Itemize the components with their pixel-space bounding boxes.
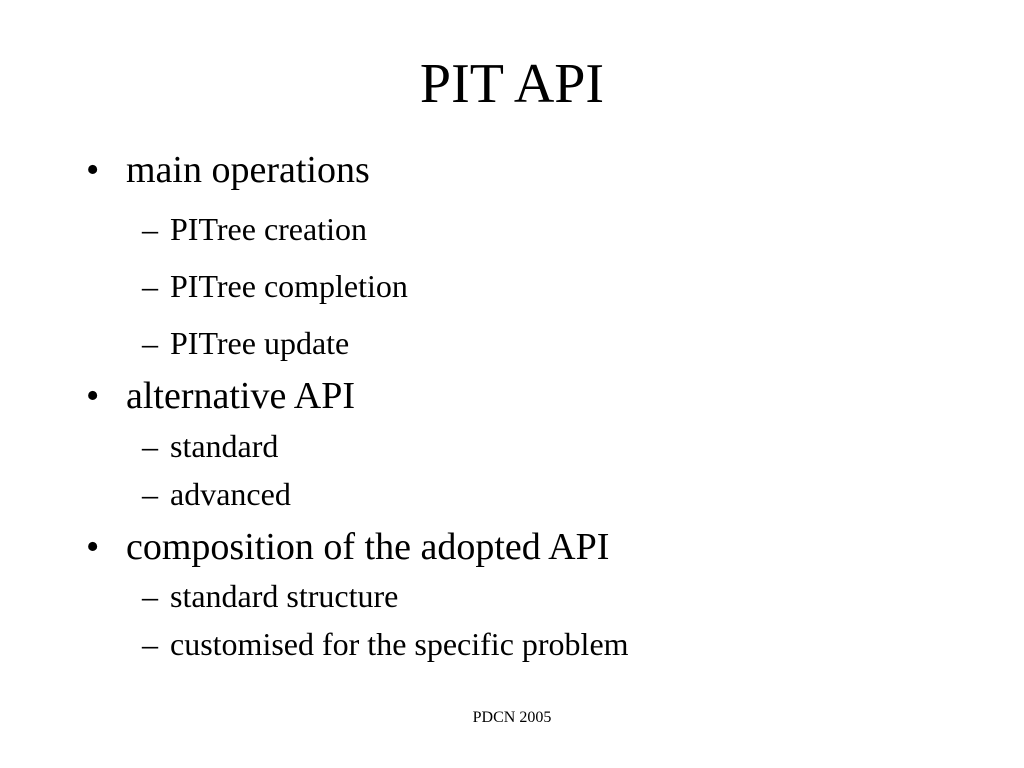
sub-item-label: PITree creation [170, 211, 367, 247]
sub-item-label: PITree update [170, 325, 350, 361]
bullet-label: main operations [126, 149, 370, 191]
slide-title: PIT API [419, 53, 605, 115]
sub-item-label: customised for the specific problem [170, 626, 629, 662]
sub-item-label: PITree completion [170, 268, 408, 304]
sub-item-label: standard structure [170, 578, 399, 614]
dash-icon: – [142, 626, 158, 662]
sub-item [142, 475, 291, 513]
bullet-icon: • [86, 149, 100, 191]
sub-item-label: standard [170, 428, 279, 464]
sub-item [142, 210, 367, 248]
sub-item [142, 625, 629, 663]
dash-icon: – [142, 578, 158, 614]
sub-item [142, 577, 398, 615]
bullet-alternative-api [86, 374, 355, 418]
dash-icon: – [142, 211, 158, 247]
bullet-label: composition of the adopted API [126, 526, 610, 568]
bullet-label: alternative API [126, 375, 355, 417]
dash-icon: – [142, 325, 158, 361]
sub-item [142, 267, 408, 305]
dash-icon: – [142, 268, 158, 304]
bullet-icon: • [86, 375, 100, 417]
sub-item [142, 427, 278, 465]
dash-icon: – [142, 428, 158, 464]
bullet-icon: • [86, 526, 100, 568]
sub-item [142, 324, 349, 362]
sub-item-label: advanced [170, 476, 291, 512]
dash-icon: – [142, 476, 158, 512]
slide-footer: PDCN 2005 [472, 709, 552, 726]
bullet-composition [86, 525, 609, 569]
bullet-main-operations [86, 148, 370, 192]
